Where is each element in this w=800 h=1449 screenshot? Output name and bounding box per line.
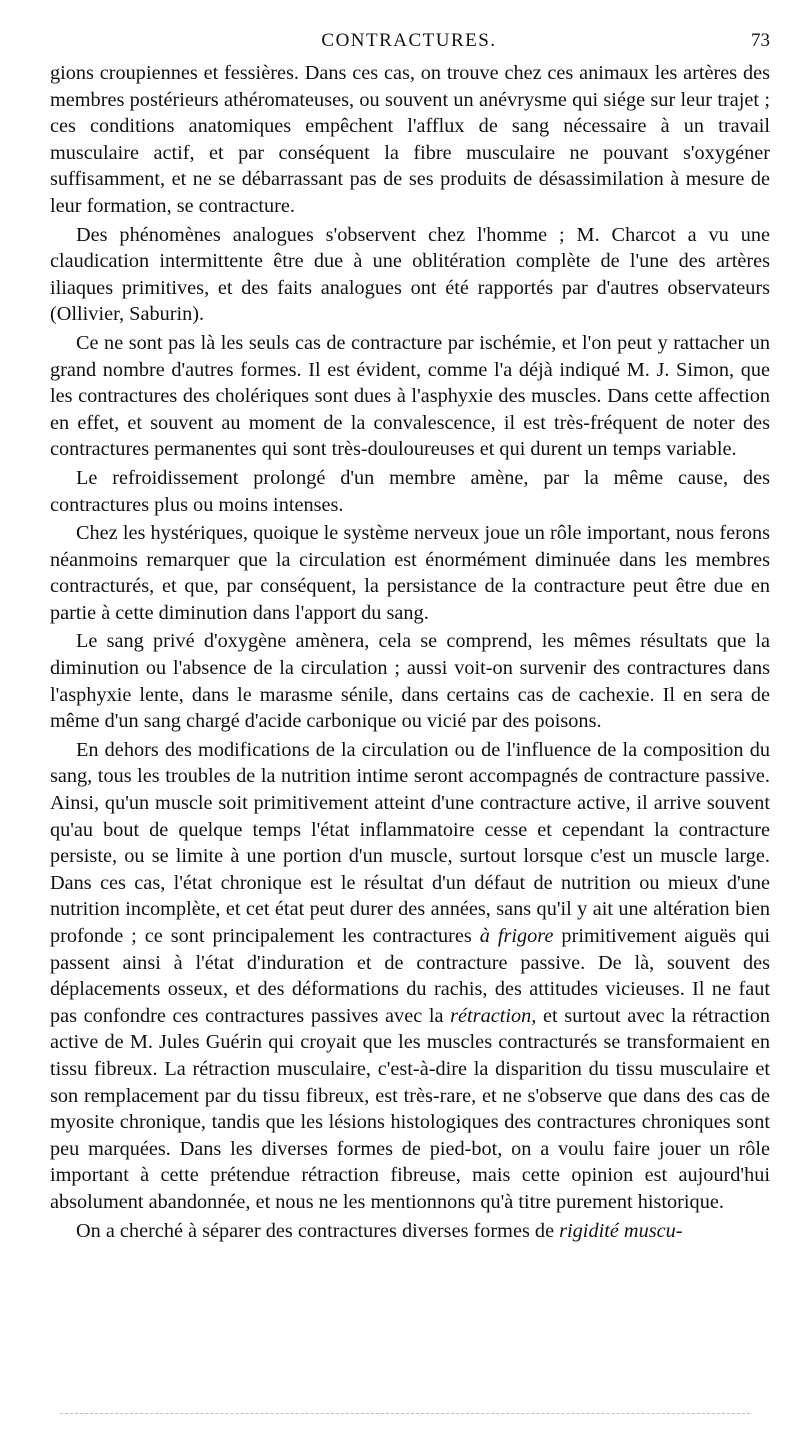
paragraph: [50, 465, 770, 518]
text-run: On a cherché à séparer des contractures diverses formes de: [76, 1219, 560, 1242]
italic-term: rétraction,: [450, 1004, 537, 1027]
text-run: En dehors des modifications de la circulation ou de l'influence de la composition du sang, tous les troubles de la nutrition intime seront accompagnés de contracture passive. Ainsi, qu'un muscle soit primitivement atteint d'une contracture active, il arrive souvent qu'au bout de quelque temps l'état inflammatoire cesse et cependant la contracture persiste, ou se limite à une portion d'un muscle, surtout lorsque c'est un muscle large. Dans ces cas, l'état chronique est le résultat d'un défaut de nutrition ou mieux d'une nutrition incomplète, et cet état peut durer des années, sans qu'il y ait une altération bien profonde ; ce sont principalement les contractures: [50, 738, 770, 947]
paragraph: [50, 737, 770, 1216]
running-title: CONTRACTURES.: [321, 30, 497, 51]
text-run: primitivement aiguës qui passent ainsi à l'état d'induration et de contracture passive. De là, souvent des déplacements osseux, et des déformations du rachis, des attitudes vicieuses. Il ne faut pas confondre ces contractures passives avec la: [50, 925, 771, 1027]
paragraph: [50, 1218, 770, 1245]
text-run: Des phénomènes analogues s'observent chez l'homme ; M. Charcot a vu une claudication intermittente être due à une oblitération complète de l'une des artères iliaques primitives, et des faits analogues ont été rapportés par d'autres observateurs (Ollivier, Saburin).: [50, 223, 770, 326]
text-run: Ce ne sont pas là les seuls cas de contracture par ischémie, et l'on peut y rattacher un grand nombre d'autres formes. Il est évident, comme l'a déjà indiqué M. J. Simon, que les contractures des cholériques sont dues à l'asphyxie des muscles. Dans cette affection en effet, et souvent au moment de la convalescence, il est très-fréquent de noter des contractures permanentes qui sont très-douloureuses et qui durent un temps variable.: [50, 331, 770, 461]
paragraph: [50, 628, 770, 734]
paragraph: [50, 60, 770, 220]
paragraph: [50, 520, 770, 626]
page-header: [48, 30, 770, 56]
text-run: Le sang privé d'oxygène amènera, cela se comprend, les mêmes résultats que la diminution ou l'absence de la circulation ; aussi voit-on survenir des contractures dans l'asphyxie lente, dans le marasme sénile, dans certains cas de cachexie. Il en sera de même d'un sang chargé d'acide carbonique ou vicié par des poisons.: [50, 630, 770, 733]
text-run: gions croupiennes et fessières. Dans ces cas, on trouve chez ces animaux les artères des membres postérieurs athéromateuses, ou souvent un anévrysme qui siége sur leur trajet ; ces conditions anatomiques empêchent l'afflux de sang nécessaire à un travail musculaire actif, et par conséquent la fibre musculaire ne pouvant s'oxygéner suffisamment, et ne se débarrassant pas de ses produits de désassimilation à mesure de leur formation, se contracture.: [50, 62, 770, 217]
italic-term: rigidité muscu-: [559, 1219, 683, 1242]
italic-term: à frigore: [479, 925, 554, 947]
body-text: [50, 60, 770, 1246]
page-number: 73: [751, 30, 770, 51]
footer-rule: [60, 1413, 750, 1414]
text-run: Le refroidissement prolongé d'un membre amène, par la même cause, des contractures plus ou moins intenses.: [50, 466, 770, 516]
paragraph: [50, 330, 770, 463]
paragraph: [50, 222, 770, 328]
text-run: et surtout avec la rétraction active de M. Jules Guérin qui croyait que les muscles contracturés se transformaient en tissu fibreux. La rétraction musculaire, c'est-à-dire la disparition du tissu musculaire et son remplacement par du tissu fibreux, est très-rare, et ne s'observe que dans des cas de myosite chronique, tandis que les lésions histologiques des contractures chroniques sont peu marquées. Dans les diverses formes de pied-bot, on a voulu faire jouer un rôle important à cette prétendue rétraction fibreuse, mais cette opinion est aujourd'hui absolument abandonnée, et nous ne les mentionnons qu'à titre purement historique.: [50, 1004, 770, 1213]
text-run: Chez les hystériques, quoique le système nerveux joue un rôle important, nous ferons néanmoins remarquer que la circulation est énormément diminuée dans les membres contracturés, et que, par conséquent, la persistance de la contracture peut être due en partie à cette diminution dans l'apport du sang.: [50, 522, 770, 624]
